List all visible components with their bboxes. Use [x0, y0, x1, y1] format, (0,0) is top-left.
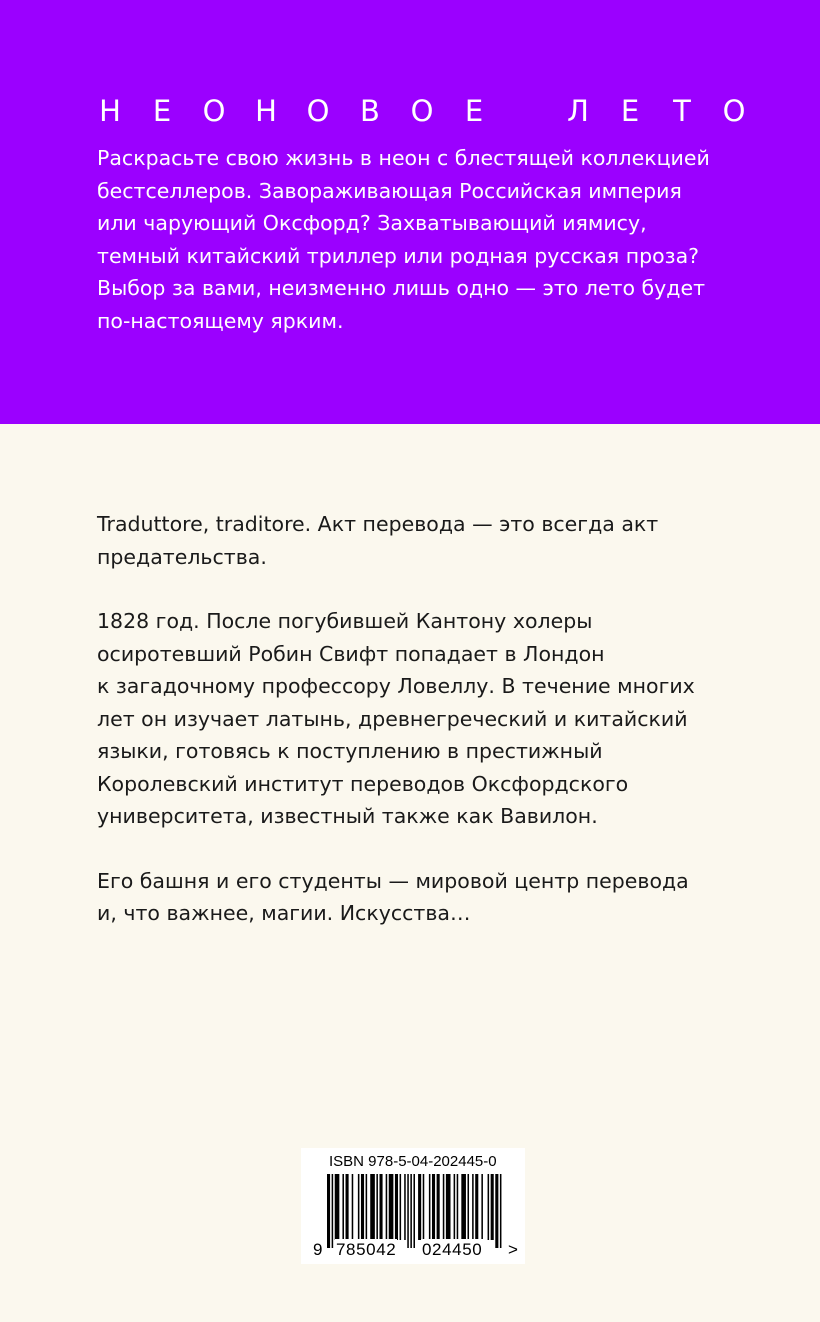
annotation-line: 1828 год. После погубившей Кантону холеры — [97, 609, 593, 633]
series-description-line: или чарующий Оксфорд? Захватывающий иямису, — [97, 211, 647, 235]
series-title-letter: Н — [99, 94, 121, 128]
annotation-line: и, что важнее, магии. Искусства… — [97, 901, 471, 925]
series-title-letter: Т — [673, 94, 691, 128]
series-description-line: темный китайский триллер или родная русская проза? — [97, 243, 700, 268]
series-description-line: по-настоящему ярким. — [97, 308, 344, 333]
annotation-paragraph — [97, 508, 797, 573]
annotation-line: предательства. — [97, 544, 267, 569]
annotation-line: языки, готовясь к поступлению в престижный — [97, 739, 603, 763]
annotation-line: Traduttore, traditore. Акт перевода — это всегда акт — [97, 512, 659, 536]
series-description-line: Выбор за вами, неизменно лишь одно — это лето будет — [97, 276, 706, 300]
barcode-bars — [327, 1174, 503, 1248]
barcode-first-digit: 9 — [313, 1240, 323, 1259]
annotation-line: Его башня и его студенты — мировой центр перевода — [97, 868, 689, 893]
series-description-line: Раскрасьте свою жизнь в неон с блестящей коллекцией — [97, 146, 710, 170]
series-title-letter: О — [410, 94, 434, 128]
isbn-label: ISBN 978-5-04-202445-0 — [329, 1153, 497, 1170]
series-title-letter: О — [202, 94, 226, 128]
series-title-letter — [513, 93, 539, 129]
annotation-paragraph — [97, 865, 797, 930]
series-title-letter: О — [722, 94, 746, 128]
barcode-digits — [313, 1239, 525, 1261]
series-description — [97, 142, 797, 337]
series-description-line: бестселлеров. Завораживающая Российская империя — [97, 178, 682, 203]
annotation-line: Королевский институт переводов Оксфордского — [97, 771, 629, 796]
annotation-line: университета, известный также как Вавилон. — [97, 804, 598, 828]
series-title-letter: Е — [464, 94, 484, 128]
series-title-letter: Е — [620, 94, 640, 128]
barcode-end-mark: > — [508, 1240, 518, 1259]
series-title — [97, 93, 747, 129]
series-title-letter: В — [360, 94, 380, 128]
annotation-line: лет он изучает латынь, древнегреческий и китайский — [97, 706, 688, 731]
isbn-barcode — [301, 1148, 525, 1264]
barcode-right-digits: 024450 — [422, 1240, 483, 1259]
series-title-letter: Е — [152, 94, 172, 128]
annotation-line: осиротевший Робин Свифт попадает в Лондон — [97, 641, 605, 666]
annotation-line: к загадочному профессору Ловеллу. В течение многих — [97, 674, 695, 698]
series-title-letter: О — [306, 94, 330, 128]
series-title-letter: Н — [255, 94, 277, 128]
book-annotation — [97, 508, 797, 962]
barcode-left-digits: 785042 — [336, 1240, 397, 1259]
series-title-letter: Л — [567, 94, 589, 128]
annotation-paragraph — [97, 605, 797, 833]
